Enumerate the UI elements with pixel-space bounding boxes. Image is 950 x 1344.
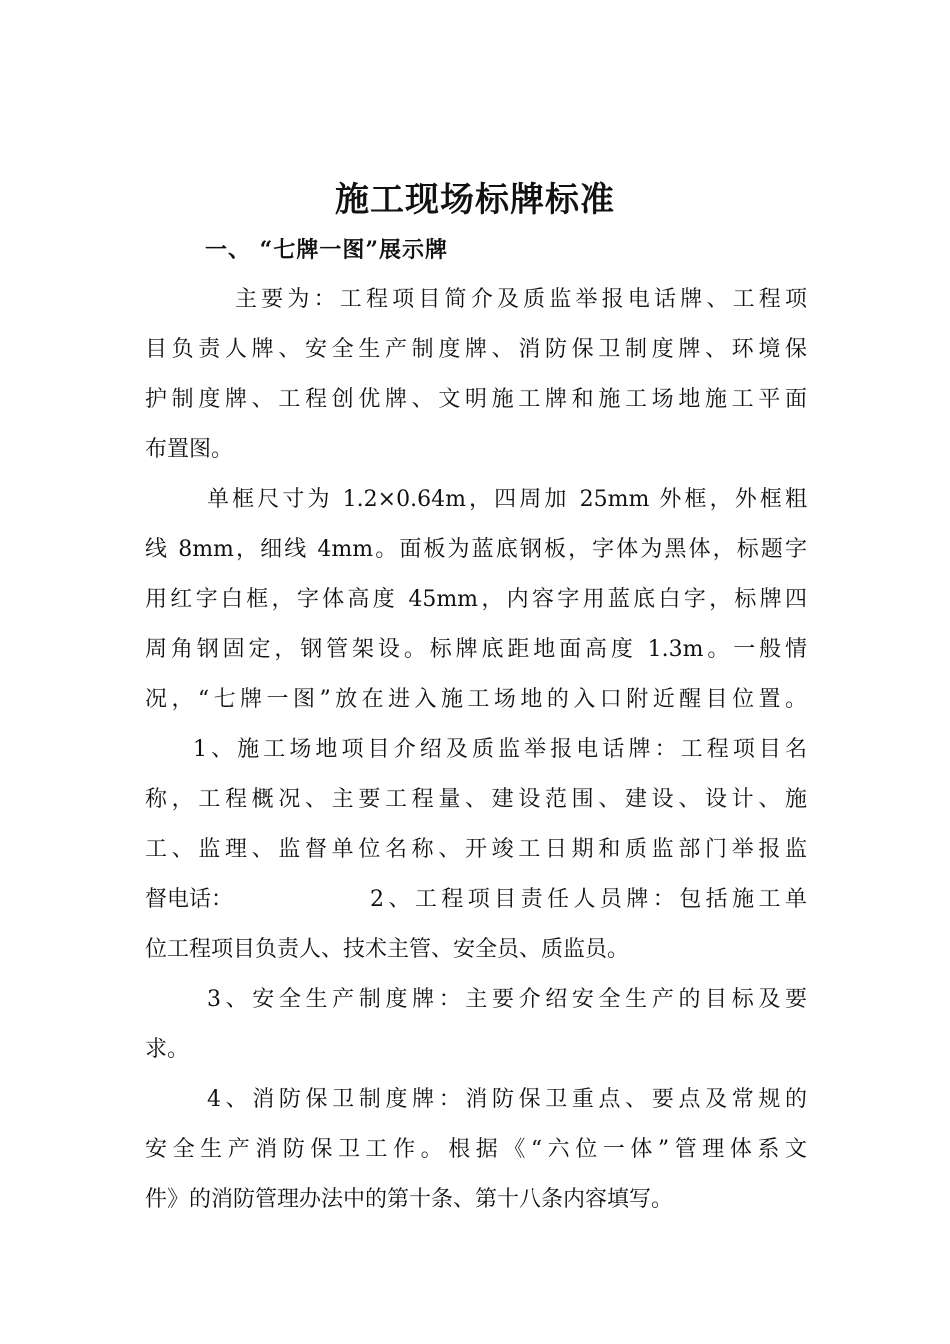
paragraph-line: 周角钢固定，钢管架设。标牌底距地面高度 1.3m。一般情 (145, 637, 807, 662)
paragraph-line: 主要为：工程项目简介及质监举报电话牌、工程项 (235, 287, 807, 312)
list-item-line: 4、消防保卫制度牌：消防保卫重点、要点及常规的 (207, 1087, 807, 1112)
list-item-line: 1、施工场地项目介绍及质监举报电话牌：工程项目名 (193, 737, 807, 762)
list-item-line: 2、工程项目责任人员牌：包括施工单 (370, 887, 807, 912)
list-item-line: 位工程项目负责人、技术主管、安全员、质监员。 (145, 937, 630, 962)
paragraph-line: 目负责人牌、安全生产制度牌、消防保卫制度牌、环境保 (145, 337, 807, 362)
list-item-line: 称，工程概况、主要工程量、建设范围、建设、设计、施 (145, 787, 807, 812)
list-item-line: 件》的消防管理办法中的第十条、第十八条内容填写。 (145, 1187, 674, 1212)
list-item-line: 3、安全生产制度牌：主要介绍安全生产的目标及要 (207, 987, 807, 1012)
paragraph-line: 用红字白框，字体高度 45mm，内容字用蓝底白字，标牌四 (145, 587, 807, 612)
list-item-line: 安全生产消防保卫工作。根据《“六位一体”管理体系文 (145, 1137, 807, 1162)
list-item-line: 工、监理、监督单位名称、开竣工日期和质监部门举报监 (145, 837, 807, 862)
paragraph-line: 单框尺寸为 1.2×0.64m，四周加 25mm 外框，外框粗 (207, 487, 807, 512)
section-heading: 一、 “七牌一图”展示牌 (205, 237, 448, 263)
paragraph-line: 护制度牌、工程创优牌、文明施工牌和施工场地施工平面 (145, 387, 807, 412)
paragraph-line: 况，“七牌一图”放在进入施工场地的入口附近醒目位置。 (145, 687, 807, 712)
list-item-line: 求。 (145, 1037, 190, 1062)
paragraph-line: 布置图。 (145, 437, 234, 462)
paragraph-line: 线 8mm，细线 4mm。面板为蓝底钢板，字体为黑体，标题字 (145, 537, 807, 562)
list-item-line: 督电话： (145, 887, 234, 912)
document-title: 施工现场标牌标准 (335, 180, 615, 220)
